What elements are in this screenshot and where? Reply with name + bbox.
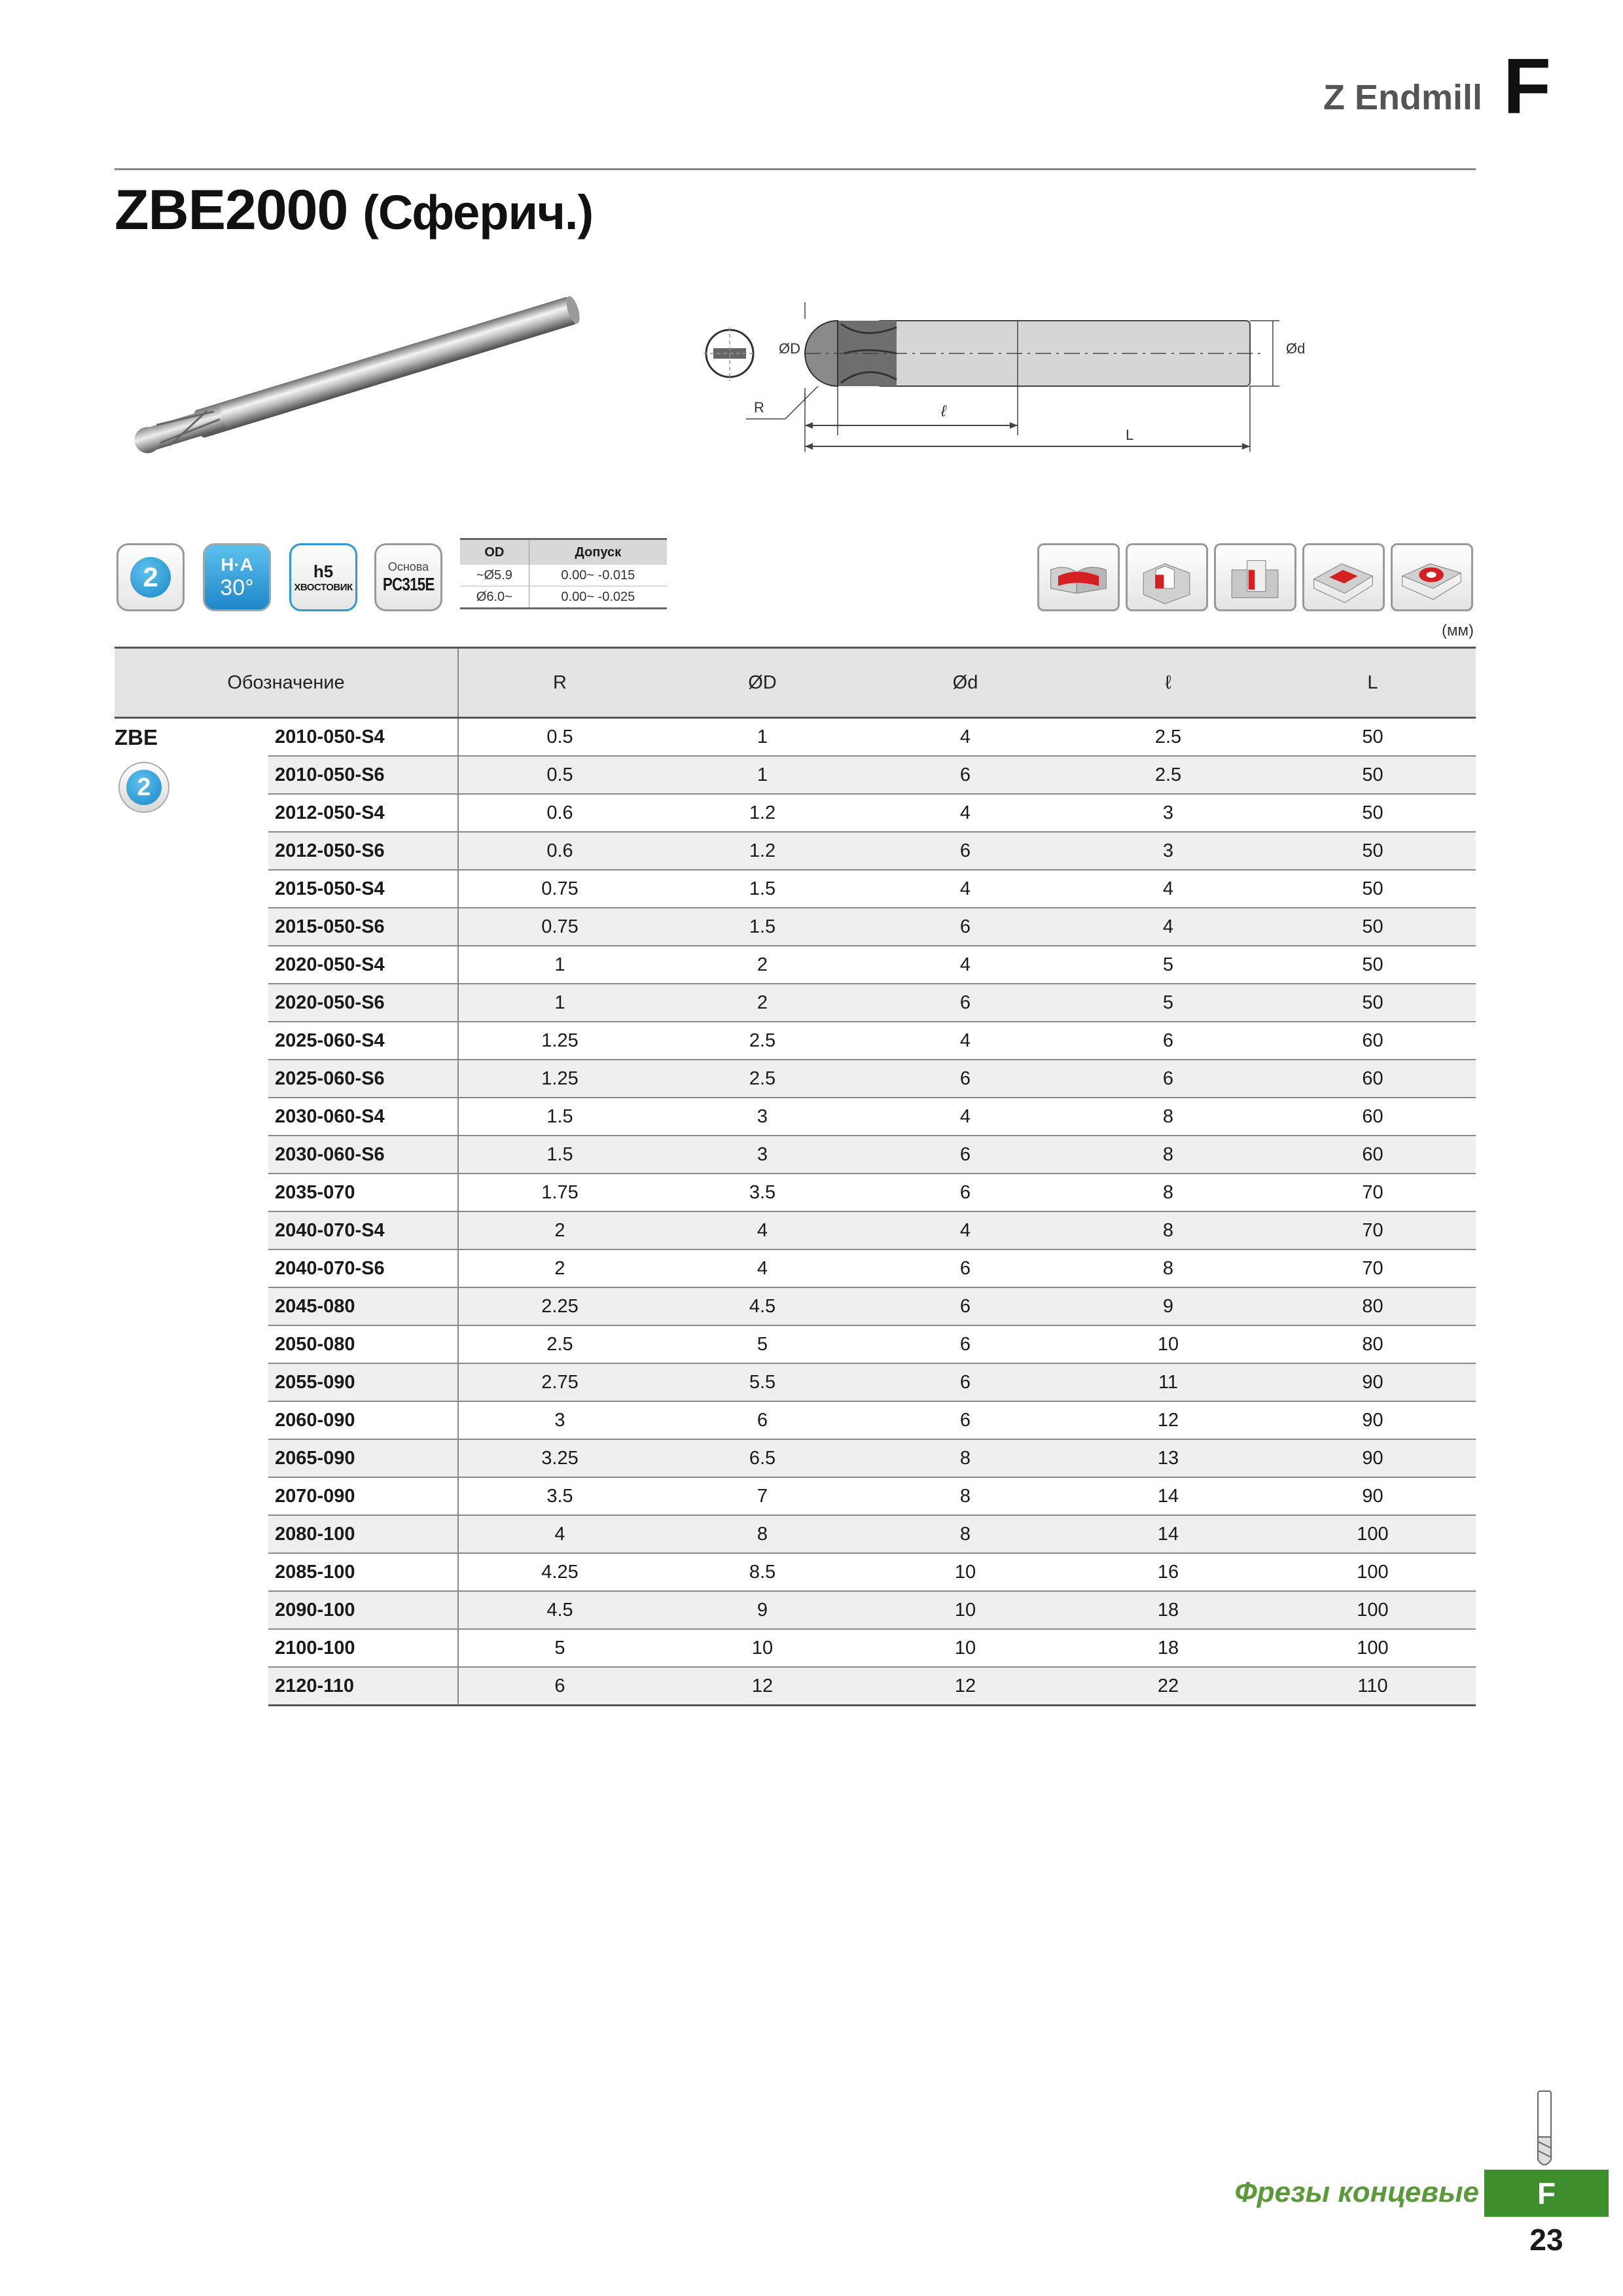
table-row [115, 1022, 1476, 1060]
table-row [115, 1174, 1476, 1211]
cell-od-shank: 6 [864, 1287, 1067, 1325]
cell-designation: 2055-090 [268, 1363, 458, 1401]
table-row [115, 832, 1476, 870]
cell-overall-length: 90 [1270, 1401, 1476, 1439]
section-name: Z Endmill [1323, 78, 1482, 117]
cell-od-shank: 10 [864, 1553, 1067, 1591]
cell-r: 1.5 [458, 1136, 661, 1174]
cell-overall-length: 90 [1270, 1439, 1476, 1477]
cell-flute-length: 8 [1067, 1136, 1270, 1174]
cell-designation: 2065-090 [268, 1439, 458, 1477]
cell-od-shank: 6 [864, 756, 1067, 794]
cell-designation: 2120-110 [268, 1667, 458, 1706]
cell-designation: 2085-100 [268, 1553, 458, 1591]
table-row [115, 946, 1476, 984]
cell-overall-length: 70 [1270, 1249, 1476, 1287]
cell-flute-length: 2.5 [1067, 718, 1270, 757]
table-row [115, 1211, 1476, 1249]
page-number: 23 [1529, 2223, 1563, 2257]
cell-r: 1.5 [458, 1098, 661, 1136]
cell-designation: 2012-050-S4 [268, 794, 458, 832]
cell-overall-length: 50 [1270, 984, 1476, 1022]
shank-label: ХВОСТОВИК [294, 582, 353, 593]
table-row [115, 1401, 1476, 1439]
table-row [115, 756, 1476, 794]
cell-overall-length: 80 [1270, 1287, 1476, 1325]
helix-label: H·A [221, 554, 253, 575]
cell-r: 2.5 [458, 1325, 661, 1363]
tol-row [460, 586, 667, 609]
cell-od-head: 2 [661, 946, 864, 984]
grade-badge [374, 543, 442, 611]
cell-od-shank: 6 [864, 908, 1067, 946]
cell-r: 0.5 [458, 718, 661, 757]
table-row [115, 718, 1476, 757]
cell-designation: 2012-050-S6 [268, 832, 458, 870]
cell-flute-length: 2.5 [1067, 756, 1270, 794]
table-row [115, 1553, 1476, 1591]
cell-flute-length: 12 [1067, 1401, 1270, 1439]
dim-od-head: ØD [779, 340, 800, 357]
cell-r: 3.25 [458, 1439, 661, 1477]
table-row [115, 870, 1476, 908]
spec-table [115, 647, 1476, 1706]
cell-designation: 2070-090 [268, 1477, 458, 1515]
cell-r: 0.5 [458, 756, 661, 794]
cell-overall-length: 70 [1270, 1211, 1476, 1249]
cell-od-shank: 6 [864, 1174, 1067, 1211]
cell-designation: 2015-050-S4 [268, 870, 458, 908]
cell-overall-length: 100 [1270, 1515, 1476, 1553]
tol-value: 0.00~ -0.015 [529, 565, 667, 586]
cell-od-head: 8.5 [661, 1553, 864, 1591]
tol-header-od: OD [460, 539, 529, 565]
cell-overall-length: 100 [1270, 1591, 1476, 1629]
shank-tolerance-badge [289, 543, 357, 611]
cell-r: 1 [458, 946, 661, 984]
cell-od-head: 3 [661, 1098, 864, 1136]
cell-od-shank: 12 [864, 1667, 1067, 1706]
cell-designation: 2050-080 [268, 1325, 458, 1363]
cell-overall-length: 50 [1270, 832, 1476, 870]
page-title [115, 178, 593, 243]
table-row [115, 1249, 1476, 1287]
cell-od-head: 1.2 [661, 794, 864, 832]
table-row [115, 1060, 1476, 1098]
cell-r: 0.75 [458, 908, 661, 946]
cell-od-shank: 10 [864, 1629, 1067, 1667]
cell-od-shank: 4 [864, 1098, 1067, 1136]
cell-overall-length: 90 [1270, 1363, 1476, 1401]
cell-od-head: 12 [661, 1667, 864, 1706]
cell-od-head: 1.2 [661, 832, 864, 870]
cell-flute-length: 6 [1067, 1022, 1270, 1060]
cell-overall-length: 100 [1270, 1629, 1476, 1667]
cell-flute-length: 9 [1067, 1287, 1270, 1325]
dim-radius: R [754, 399, 764, 416]
helix-angle: 30° [220, 575, 254, 600]
cell-designation: 2020-050-S4 [268, 946, 458, 984]
table-row [115, 908, 1476, 946]
col-r: R [458, 648, 661, 718]
cell-flute-length: 11 [1067, 1363, 1270, 1401]
table-row [115, 984, 1476, 1022]
cell-flute-length: 3 [1067, 832, 1270, 870]
cell-od-head: 4.5 [661, 1287, 864, 1325]
cell-designation: 2010-050-S6 [268, 756, 458, 794]
cell-od-head: 1 [661, 756, 864, 794]
cell-od-shank: 8 [864, 1515, 1067, 1553]
col-od-head: ØD [661, 648, 864, 718]
table-row [115, 1287, 1476, 1325]
cell-flute-length: 8 [1067, 1098, 1270, 1136]
pocket-icon [1214, 543, 1296, 611]
series-name: ZBE [115, 725, 158, 749]
model-name: ZBE2000 [115, 179, 348, 242]
cell-designation: 2100-100 [268, 1629, 458, 1667]
cell-od-head: 9 [661, 1591, 864, 1629]
cell-od-shank: 6 [864, 1401, 1067, 1439]
cell-od-shank: 4 [864, 794, 1067, 832]
cell-designation: 2040-070-S4 [268, 1211, 458, 1249]
tool-drawing [687, 288, 1479, 458]
cell-flute-length: 18 [1067, 1591, 1270, 1629]
shoulder-icon [1126, 543, 1208, 611]
cell-od-shank: 8 [864, 1477, 1067, 1515]
cell-flute-length: 10 [1067, 1325, 1270, 1363]
col-designation: Обозначение [115, 648, 458, 718]
cell-designation: 2060-090 [268, 1401, 458, 1439]
cell-designation: 2020-050-S6 [268, 984, 458, 1022]
cell-designation: 2025-060-S6 [268, 1060, 458, 1098]
cell-od-head: 2.5 [661, 1022, 864, 1060]
cell-od-head: 4 [661, 1249, 864, 1287]
cell-flute-length: 14 [1067, 1477, 1270, 1515]
cell-r: 1 [458, 984, 661, 1022]
tolerance-table [460, 538, 667, 609]
cell-r: 1.25 [458, 1022, 661, 1060]
cell-designation: 2035-070 [268, 1174, 458, 1211]
series-cell [115, 718, 268, 1706]
cell-r: 5 [458, 1629, 661, 1667]
cell-r: 0.75 [458, 870, 661, 908]
cell-designation: 2030-060-S4 [268, 1098, 458, 1136]
cell-od-shank: 4 [864, 870, 1067, 908]
cell-od-shank: 8 [864, 1439, 1067, 1477]
cell-flute-length: 22 [1067, 1667, 1270, 1706]
cell-r: 3 [458, 1401, 661, 1439]
cell-od-head: 8 [661, 1515, 864, 1553]
cell-overall-length: 50 [1270, 794, 1476, 832]
dim-od-shank: Ød [1286, 340, 1306, 357]
cell-od-shank: 6 [864, 1363, 1067, 1401]
table-row [115, 794, 1476, 832]
table-row [115, 1629, 1476, 1667]
cell-r: 6 [458, 1667, 661, 1706]
cell-flute-length: 18 [1067, 1629, 1270, 1667]
cell-r: 0.6 [458, 794, 661, 832]
col-flute-length: ℓ [1067, 648, 1270, 718]
cell-od-shank: 10 [864, 1591, 1067, 1629]
cell-flute-length: 3 [1067, 794, 1270, 832]
cell-designation: 2080-100 [268, 1515, 458, 1553]
cell-r: 2 [458, 1211, 661, 1249]
cell-overall-length: 60 [1270, 1136, 1476, 1174]
cell-r: 3.5 [458, 1477, 661, 1515]
footer-section-letter: F [1484, 2170, 1609, 2217]
unit-label: (мм) [1442, 622, 1474, 639]
cell-flute-length: 8 [1067, 1249, 1270, 1287]
cell-od-shank: 6 [864, 832, 1067, 870]
tool-photo [111, 275, 622, 471]
table-row [115, 1439, 1476, 1477]
helix-angle-badge [203, 543, 271, 611]
cell-flute-length: 5 [1067, 946, 1270, 984]
tol-header-tolerance: Допуск [529, 539, 667, 565]
footer-category: Фрезы концевые [1234, 2176, 1479, 2208]
cell-od-shank: 4 [864, 718, 1067, 757]
cell-flute-length: 8 [1067, 1174, 1270, 1211]
cell-r: 2 [458, 1249, 661, 1287]
col-od-shank: Ød [864, 648, 1067, 718]
cell-flute-length: 4 [1067, 870, 1270, 908]
cell-od-head: 7 [661, 1477, 864, 1515]
profiling-icon [1302, 543, 1385, 611]
cell-flute-length: 8 [1067, 1211, 1270, 1249]
cell-overall-length: 100 [1270, 1553, 1476, 1591]
cell-r: 2.25 [458, 1287, 661, 1325]
cell-r: 2.75 [458, 1363, 661, 1401]
table-row [115, 1591, 1476, 1629]
tol-row [460, 565, 667, 586]
cell-overall-length: 60 [1270, 1098, 1476, 1136]
cell-overall-length: 80 [1270, 1325, 1476, 1363]
cell-od-head: 5.5 [661, 1363, 864, 1401]
cell-designation: 2090-100 [268, 1591, 458, 1629]
cell-r: 4.25 [458, 1553, 661, 1591]
cell-od-head: 3 [661, 1136, 864, 1174]
base-label: Основа [387, 560, 429, 573]
cell-od-head: 2 [661, 984, 864, 1022]
cell-overall-length: 50 [1270, 946, 1476, 984]
section-letter: F [1503, 43, 1551, 130]
cell-designation: 2040-070-S6 [268, 1249, 458, 1287]
cell-overall-length: 70 [1270, 1174, 1476, 1211]
cell-designation: 2030-060-S6 [268, 1136, 458, 1174]
cell-od-shank: 6 [864, 1060, 1067, 1098]
cell-flute-length: 14 [1067, 1515, 1270, 1553]
cell-r: 4.5 [458, 1591, 661, 1629]
tol-od: Ø6.0~ [460, 586, 529, 609]
base-grade: PC315E [382, 573, 435, 594]
cell-overall-length: 60 [1270, 1060, 1476, 1098]
cell-od-head: 5 [661, 1325, 864, 1363]
cell-od-shank: 4 [864, 946, 1067, 984]
dim-flute-length: ℓ [941, 403, 946, 420]
shank-class: h5 [313, 562, 334, 581]
table-row [115, 1363, 1476, 1401]
cell-designation: 2010-050-S4 [268, 718, 458, 757]
cell-r: 1.75 [458, 1174, 661, 1211]
cell-od-shank: 4 [864, 1211, 1067, 1249]
table-row [115, 1515, 1476, 1553]
table-row [115, 1477, 1476, 1515]
cell-overall-length: 50 [1270, 718, 1476, 757]
table-row [115, 1098, 1476, 1136]
cell-overall-length: 60 [1270, 1022, 1476, 1060]
cell-od-shank: 6 [864, 984, 1067, 1022]
table-row [115, 1325, 1476, 1363]
ramping-icon [1391, 543, 1473, 611]
cell-flute-length: 13 [1067, 1439, 1270, 1477]
cell-od-head: 3.5 [661, 1174, 864, 1211]
table-header [115, 648, 1476, 718]
table-row [115, 1667, 1476, 1706]
cell-r: 0.6 [458, 832, 661, 870]
cell-designation: 2025-060-S4 [268, 1022, 458, 1060]
cell-overall-length: 50 [1270, 870, 1476, 908]
cell-od-head: 10 [661, 1629, 864, 1667]
cell-flute-length: 16 [1067, 1553, 1270, 1591]
header-divider [115, 168, 1476, 170]
cell-r: 4 [458, 1515, 661, 1553]
cell-overall-length: 90 [1270, 1477, 1476, 1515]
flutes-icon: 2 [130, 557, 171, 598]
endmill-icon [1525, 2088, 1564, 2170]
cell-designation: 2015-050-S6 [268, 908, 458, 946]
cell-od-shank: 6 [864, 1136, 1067, 1174]
tol-value: 0.00~ -0.025 [529, 586, 667, 609]
cell-overall-length: 110 [1270, 1667, 1476, 1706]
series-flutes-badge [118, 762, 169, 813]
cell-od-shank: 6 [864, 1249, 1067, 1287]
cell-designation: 2045-080 [268, 1287, 458, 1325]
cell-od-head: 2.5 [661, 1060, 864, 1098]
cell-od-shank: 6 [864, 1325, 1067, 1363]
cell-overall-length: 50 [1270, 756, 1476, 794]
cell-od-head: 6 [661, 1401, 864, 1439]
cell-flute-length: 4 [1067, 908, 1270, 946]
flutes-icon: 2 [126, 770, 162, 805]
dim-overall-length: L [1126, 427, 1134, 443]
cell-od-head: 1.5 [661, 870, 864, 908]
cell-od-head: 6.5 [661, 1439, 864, 1477]
tol-od: ~Ø5.9 [460, 565, 529, 586]
flute-count-badge [116, 543, 185, 611]
slotting-icon [1037, 543, 1120, 611]
cell-flute-length: 5 [1067, 984, 1270, 1022]
cell-od-head: 1 [661, 718, 864, 757]
cell-overall-length: 50 [1270, 908, 1476, 946]
col-overall-length: L [1270, 648, 1476, 718]
cell-od-head: 4 [661, 1211, 864, 1249]
cell-od-head: 1.5 [661, 908, 864, 946]
cell-flute-length: 6 [1067, 1060, 1270, 1098]
cell-r: 1.25 [458, 1060, 661, 1098]
cell-od-shank: 4 [864, 1022, 1067, 1060]
model-type: (Сферич.) [363, 185, 594, 240]
table-row [115, 1136, 1476, 1174]
